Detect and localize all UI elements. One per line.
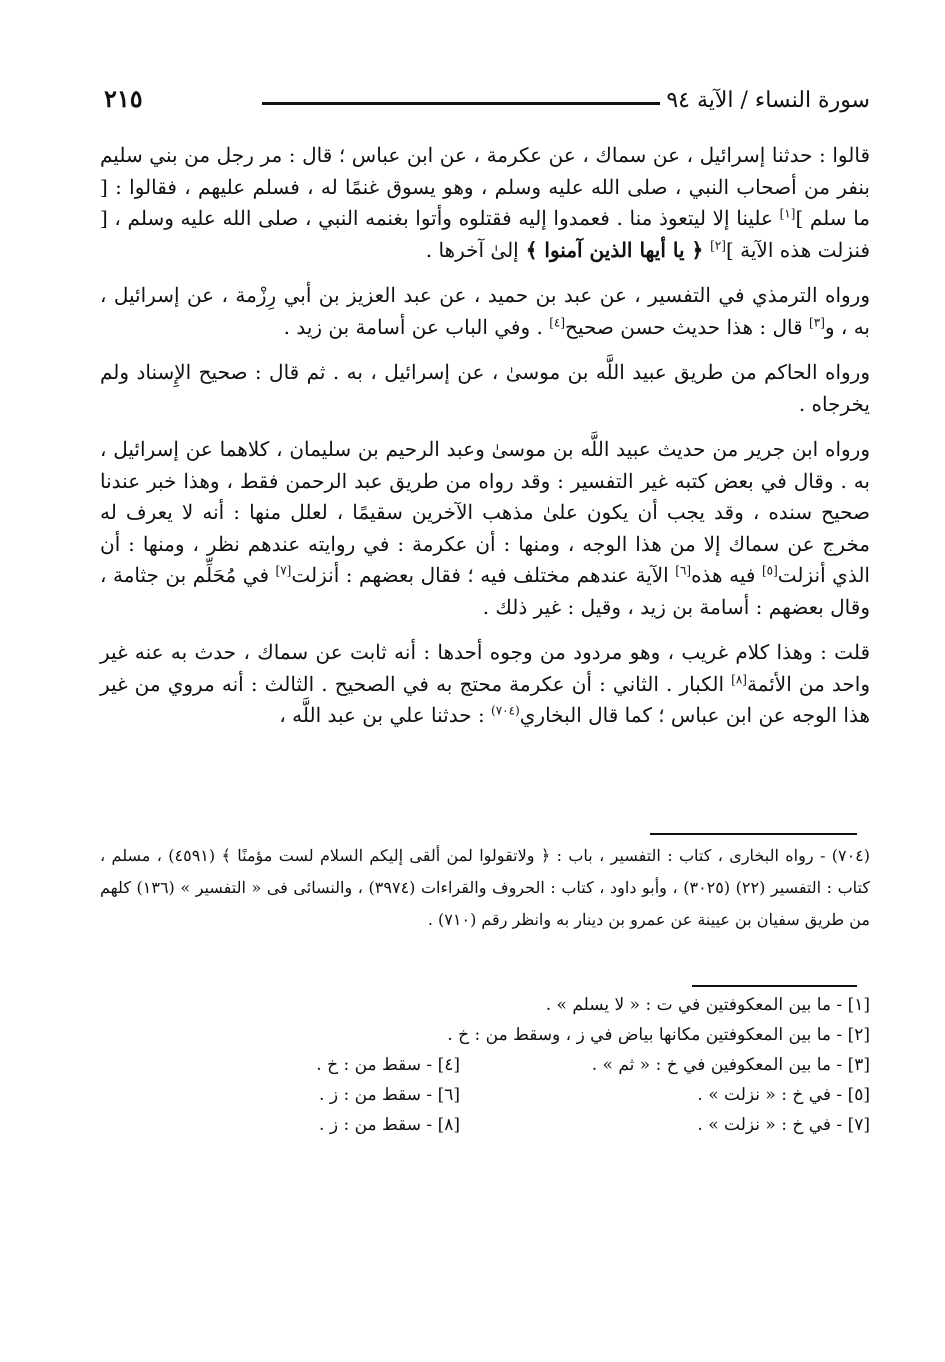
text-run: فيه هذه bbox=[691, 563, 762, 587]
text-run: قال : هذا حديث حسن صحيح bbox=[565, 314, 810, 339]
footnote-text: (٧٠٤) - رواه البخارى ، كتاب : التفسير ، باب : ﴿ ولاتقولوا لمن ألقى إليكم السلام لست مؤمنًا ﴾ (٤٥٩١) ، مسلم ، كتاب : التفسير (٢٢) (٣٠٢٥) ، وأبو داود ، كتاب : الحروف والقراءات (٣٩٧٤) ، والنسائى فى « التفسير » (١٣٦) كلهم من طريق سفيان بن عيينة عن عمرو بن دينار به وانظر رقم (٧١٠) . bbox=[100, 846, 871, 929]
note-row bbox=[100, 1055, 870, 1085]
text-run: ورواه الترمذي في التفسير ، عن عبد بن حميد ، عن عبد العزيز بن أبي رِزْمة ، عن إسرائيل ، به ، و bbox=[100, 283, 870, 339]
text-run: الآية عندهم مختلف فيه ؛ فقال بعضهم : أنزلت bbox=[291, 563, 676, 587]
footnote-ref-2: [٢] bbox=[710, 237, 726, 252]
note-1: [١] - ما بين المعكوفتين في ت : « لا يسلم » . bbox=[545, 995, 870, 1015]
text-run: : حدثنا علي بن عبد اللَّه ، bbox=[279, 703, 492, 727]
notes-divider bbox=[692, 985, 857, 987]
note-3: [٣] - ما بين المعكوفين في خ : « ثم » . bbox=[591, 1055, 870, 1075]
text-run: إلىٰ آخرها . bbox=[425, 237, 519, 262]
note-row bbox=[100, 995, 870, 1025]
text-run: قلت : وهذا كلام غريب ، وهو مردود من وجوه أحدها : أنه ثابت عن سماك ، حدث به عنه غير واحد من الأئمة bbox=[100, 640, 871, 696]
footnote-ref-3: [٣] bbox=[809, 314, 825, 329]
note-6: [٦] - سقط من : ز . bbox=[319, 1085, 460, 1105]
text-run: ورواه الحاكم من طريق عبيد اللَّه بن موسىٰ ، عن إسرائيل ، به . ثم قال : صحيح الإِسناد ولم يخرجاه . bbox=[100, 360, 870, 416]
note-4: [٤] - سقط من : خ . bbox=[316, 1055, 460, 1075]
main-text bbox=[100, 140, 870, 746]
footnote-ref-704: (٧٠٤) bbox=[491, 703, 520, 718]
note-2: [٢] - ما بين المعكوفتين مكانها بياض في ز ، وسقط من : خ . bbox=[447, 1025, 870, 1045]
text-run: في مُحَلِّم بن جثامة ، وقال بعضهم : أسامة بن زيد ، وقيل : غير ذلك . bbox=[100, 563, 870, 619]
paragraph-1 bbox=[100, 140, 870, 266]
page-header bbox=[100, 84, 870, 124]
note-5: [٥] - في خ : « نزلت » . bbox=[697, 1085, 870, 1105]
text-run: علينا إلا ليتعوذ منا . فعمدوا إليه فقتلوه وأتوا بغنمه النبي ، صلى الله عليه وسلم ، [ فنزلت هذه الآية ] bbox=[100, 206, 870, 262]
text-run: قالوا : حدثنا إسرائيل ، عن سماك ، عن عكرمة ، عن ابن عباس ؛ قال : مر رجل من بني سليم بنفر من أصحاب النبي ، صلى الله عليه وسلم ، وهو يسوق غنمًا له ، فسلم عليهم ، فقالوا : [ ما سلم ] bbox=[100, 143, 871, 230]
paragraph-2 bbox=[100, 280, 870, 343]
editorial-notes bbox=[100, 995, 870, 1145]
note-row bbox=[100, 1115, 870, 1145]
footnote-divider bbox=[650, 833, 857, 835]
note-row bbox=[100, 1025, 870, 1055]
page-number: ٢١٥ bbox=[104, 84, 143, 113]
footnote-704 bbox=[100, 840, 870, 936]
text-run: ورواه ابن جرير من حديث عبيد اللَّه بن موسىٰ وعبد الرحيم بن سليمان ، كلاهما عن إسرائيل ، به . وقال في بعض كتبه غير التفسير : وقد رواه من طريق عبد الرحمن فقط ، وهذا خبر عندنا صحيح سنده ، وقد يجب أن يكون علىٰ مذهب الآخرين سقيمًا ، لعلل منها : أنه لا يعرف له مخرج عن سماك إلا من هذا الوجه ، ومنها : أن عكرمة : في روايته عندهم نظر ، ومنها : أن الذي أنزلت bbox=[100, 437, 870, 587]
paragraph-5 bbox=[100, 637, 870, 732]
footnote-ref-4: [٤] bbox=[549, 314, 566, 329]
paragraph-3 bbox=[100, 357, 870, 420]
surah-reference: سورة النساء / الآية ٩٤ bbox=[666, 88, 870, 113]
note-row bbox=[100, 1085, 870, 1115]
footnote-ref-1: [١] bbox=[779, 206, 796, 221]
footnote-ref-6: [٦] bbox=[675, 563, 692, 578]
text-run: الكبار . الثاني : أن عكرمة محتج به في الصحيح . الثالث : أنه مروي من غير هذا الوجه عن ابن عباس ؛ كما قال البخاري bbox=[100, 671, 870, 727]
footnote-ref-7: [٧] bbox=[275, 563, 292, 578]
footnote-ref-8: [٨] bbox=[731, 671, 747, 686]
footnote-ref-5: [٥] bbox=[761, 563, 778, 578]
header-rule bbox=[262, 102, 660, 105]
note-7: [٧] - في خ : « نزلت » . bbox=[697, 1115, 870, 1135]
note-8: [٨] - سقط من : ز . bbox=[319, 1115, 460, 1135]
paragraph-4 bbox=[100, 434, 870, 623]
quran-verse: ﴿ يا أيها الذين آمنوا ﴾ bbox=[518, 237, 711, 262]
text-run: . وفي الباب عن أسامة بن زيد . bbox=[283, 314, 550, 339]
